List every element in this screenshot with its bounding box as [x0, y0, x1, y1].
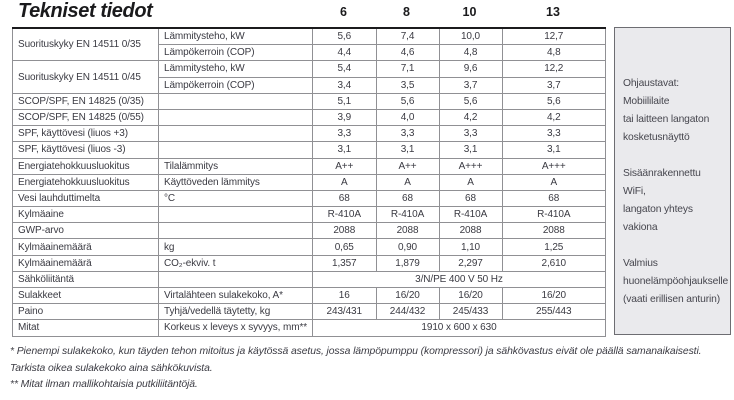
table-row — [13, 320, 606, 336]
info-line: langaton yhteys vakiona — [623, 204, 693, 233]
table-row — [13, 207, 606, 223]
value-cell: 12,7 — [502, 28, 606, 45]
value-cell: 4,0 — [376, 109, 439, 125]
value-cell: A — [313, 174, 377, 190]
spec-table — [12, 27, 606, 337]
row-category: Suorituskyky EN 14511 0/35 — [13, 28, 159, 61]
value-cell: 3,7 — [439, 77, 502, 93]
value-cell: 4,2 — [439, 109, 502, 125]
value-cell: 2088 — [439, 223, 502, 239]
table-row — [13, 304, 606, 320]
info-line: Ohjaustavat: — [623, 78, 680, 89]
value-cell: A — [502, 174, 606, 190]
value-cell: 68 — [313, 190, 377, 206]
info-paragraph — [623, 255, 729, 309]
row-label — [159, 207, 313, 223]
info-line: tai laitteen langaton — [623, 114, 710, 125]
value-cell: 16 — [313, 288, 377, 304]
value-cell: 244/432 — [376, 304, 439, 320]
value-cell: 3,1 — [439, 142, 502, 158]
value-cell: 9,6 — [439, 61, 502, 77]
value-cell: 1,25 — [502, 239, 606, 255]
value-cell: 4,2 — [502, 109, 606, 125]
value-cell: 3,4 — [313, 77, 377, 93]
control-info-panel — [614, 27, 731, 335]
value-cell: 245/433 — [439, 304, 502, 320]
row-category: Paino — [13, 304, 159, 320]
value-cell: 0,65 — [313, 239, 377, 255]
value-cell: 68 — [502, 190, 606, 206]
value-cell: A — [376, 174, 439, 190]
info-paragraph — [623, 165, 725, 237]
row-category: Kylmäainemäärä — [13, 239, 159, 255]
table-row — [13, 174, 606, 190]
row-label: CO₂-ekviv. t — [159, 255, 313, 271]
value-cell: 3,5 — [376, 77, 439, 93]
value-cell: 1,10 — [439, 239, 502, 255]
row-label: Lämmitysteho, kW — [159, 28, 313, 45]
value-cell: 2,297 — [439, 255, 502, 271]
value-cell: 12,2 — [502, 61, 606, 77]
value-cell: 5,6 — [502, 93, 606, 109]
span-value-cell: 1910 x 600 x 630 — [313, 320, 606, 336]
info-line: kosketusnäyttö — [623, 132, 690, 143]
footnote-line: Tarkista oikea sulakekoko aina sähkökuvista. — [10, 362, 213, 374]
value-cell: 16/20 — [376, 288, 439, 304]
value-cell: 3,1 — [376, 142, 439, 158]
value-cell: 5,6 — [313, 28, 377, 45]
value-cell: 68 — [376, 190, 439, 206]
value-cell: A++ — [376, 158, 439, 174]
footnote-line: ** Mitat ilman mallikohtaisia putkiliitäntöjä. — [10, 379, 198, 390]
value-cell: A++ — [313, 158, 377, 174]
value-cell: A+++ — [502, 158, 606, 174]
column-header: 8 — [403, 5, 410, 19]
value-cell: 3,1 — [313, 142, 377, 158]
info-line: Valmius — [623, 258, 658, 269]
value-cell: 16/20 — [439, 288, 502, 304]
row-category: SPF, käyttövesi (liuos +3) — [13, 126, 159, 142]
value-cell: 5,1 — [313, 93, 377, 109]
footnotes — [10, 344, 732, 394]
value-cell: R-410A — [502, 207, 606, 223]
value-cell: 10,0 — [439, 28, 502, 45]
row-label — [159, 93, 313, 109]
row-category: Mitat — [13, 320, 159, 336]
row-label: Lämpökerroin (COP) — [159, 77, 313, 93]
value-cell: 5,6 — [439, 93, 502, 109]
info-paragraph — [623, 75, 725, 147]
value-cell: 3,3 — [313, 126, 377, 142]
table-row — [13, 255, 606, 271]
value-cell: 1,879 — [376, 255, 439, 271]
table-row — [13, 223, 606, 239]
value-cell: 1,357 — [313, 255, 377, 271]
row-label: Tilalämmitys — [159, 158, 313, 174]
value-cell: 4,8 — [502, 45, 606, 61]
value-cell: 7,1 — [376, 61, 439, 77]
row-label: Lämpökerroin (COP) — [159, 45, 313, 61]
row-label — [159, 109, 313, 125]
value-cell: 16/20 — [502, 288, 606, 304]
row-category: GWP-arvo — [13, 223, 159, 239]
row-category: Sulakkeet — [13, 288, 159, 304]
value-cell: A — [439, 174, 502, 190]
row-category: SPF, käyttövesi (liuos -3) — [13, 142, 159, 158]
value-cell: 5,4 — [313, 61, 377, 77]
column-header: 10 — [462, 5, 477, 19]
row-label — [159, 126, 313, 142]
value-cell: 2088 — [313, 223, 377, 239]
value-cell: 3,7 — [502, 77, 606, 93]
row-label: Korkeus x leveys x syvyys, mm** — [159, 320, 313, 336]
value-cell: 243/431 — [313, 304, 377, 320]
value-cell: 5,6 — [376, 93, 439, 109]
info-line: Sisäänrakennettu WiFi, — [623, 168, 701, 197]
value-cell: R-410A — [376, 207, 439, 223]
value-cell: 3,3 — [439, 126, 502, 142]
row-category: Suorituskyky EN 14511 0/45 — [13, 61, 159, 93]
row-category: Energiatehokkuusluokitus — [13, 158, 159, 174]
table-row — [13, 126, 606, 142]
info-line: Mobiililaite — [623, 96, 670, 107]
row-category: SCOP/SPF, EN 14825 (0/55) — [13, 109, 159, 125]
table-row — [13, 61, 606, 77]
table-row — [13, 28, 606, 45]
row-category: SCOP/SPF, EN 14825 (0/35) — [13, 93, 159, 109]
value-cell: 3,1 — [502, 142, 606, 158]
row-category: Kylmäaine — [13, 207, 159, 223]
value-cell: R-410A — [313, 207, 377, 223]
table-row — [13, 239, 606, 255]
info-line: huonelämpöohjaukselle — [623, 276, 729, 287]
table-row — [13, 109, 606, 125]
row-label — [159, 271, 313, 287]
row-label: Virtalähteen sulakekoko, A* — [159, 288, 313, 304]
row-category: Vesi lauhduttimelta — [13, 190, 159, 206]
table-row — [13, 190, 606, 206]
value-cell: 3,3 — [376, 126, 439, 142]
value-cell: 4,4 — [313, 45, 377, 61]
row-label — [159, 223, 313, 239]
row-category: Kylmäainemäärä — [13, 255, 159, 271]
footnote-line: * Pienempi sulakekoko, kun täyden tehon mitoitus ja käytössä asetus, jossa lämpöpumppu (kompressori) ja sähkövastus eivät ole päällä samanaikaisesti. — [10, 346, 702, 357]
row-category: Energiatehokkuusluokitus — [13, 174, 159, 190]
page-title: Tekniset tiedot — [18, 0, 153, 22]
row-label: Lämmitysteho, kW — [159, 61, 313, 77]
info-line: (vaati erillisen anturin) — [623, 294, 720, 305]
table-row — [13, 288, 606, 304]
table-row — [13, 158, 606, 174]
row-category: Sähköliitäntä — [13, 271, 159, 287]
table-row — [13, 142, 606, 158]
value-cell: R-410A — [439, 207, 502, 223]
value-cell: 4,6 — [376, 45, 439, 61]
table-row — [13, 93, 606, 109]
row-label — [159, 142, 313, 158]
value-cell: 2088 — [502, 223, 606, 239]
value-cell: 3,9 — [313, 109, 377, 125]
value-cell: 7,4 — [376, 28, 439, 45]
span-value-cell: 3/N/PE 400 V 50 Hz — [313, 271, 606, 287]
value-cell: 2088 — [376, 223, 439, 239]
value-cell: A+++ — [439, 158, 502, 174]
column-header: 6 — [340, 5, 347, 19]
table-row — [13, 271, 606, 287]
column-header: 13 — [546, 5, 560, 19]
row-label: Tyhjä/vedellä täytetty, kg — [159, 304, 313, 320]
value-cell: 2,610 — [502, 255, 606, 271]
value-cell: 4,8 — [439, 45, 502, 61]
value-cell: 3,3 — [502, 126, 606, 142]
row-label: °C — [159, 190, 313, 206]
row-label: Käyttöveden lämmitys — [159, 174, 313, 190]
value-cell: 68 — [439, 190, 502, 206]
row-label: kg — [159, 239, 313, 255]
value-cell: 255/443 — [502, 304, 606, 320]
value-cell: 0,90 — [376, 239, 439, 255]
